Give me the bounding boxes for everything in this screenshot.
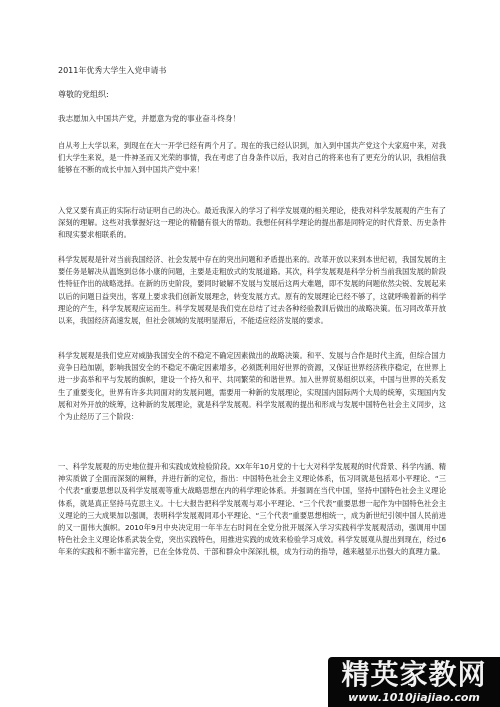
salutation: 尊敬的党组织: <box>58 90 109 99</box>
watermark-logo-text: 精英家教网 <box>341 658 487 691</box>
paragraph: 一、科学发展观的历史地位提升和实践成效检验阶段。XX年年10月党的十七大对科学发展观的时代背景、科学内涵、精神实质做了全面而深刻的阐释，并进行新的定位，指出：中国特色社会主义理论体系，伍习同就是包括邓小平理论、“三个代表”重要思想以及科学发展观等重大战略思想在内的科学理论体系。并强调在当代中国，坚持中国特色社会主义理论体系，就是真正坚持马克思主义。十七大报告把科学发展观与邓小平理论、“三个代表”重要思想一起作为中国特色社会主义理论的三大成果加以强调，表明科学发展观同邓小平理论、“三个代表”重要思想相统一，成为新世纪引领中国人民前进的又一面伟大旗帜。2010年9月中央决定用一年半左右时间在全党分批开展深入学习实践科学发展观活动，强调用中国特色社会主义理论体系武装全党，突出实践特色，用推进实践的成效来检验学习成效。科学发展观从提出到现在，经过6年来的实践和不断丰富完善，已在全体党员、干部和群众中深深扎根，成为行动的指导，越来越显示出强大的真理力量。 <box>58 462 446 557</box>
watermark-url: www.1010jiajiao.com <box>348 691 480 704</box>
document-title: 2011年优秀大学生入党申请书 <box>58 66 167 75</box>
watermark-logo <box>328 657 500 707</box>
paragraph: 自从考上大学以来，到现在在大一开学已经有两个月了。现在的我已经认识到，加入到中国共产党这个大家庭中来，对我们大学生来说，是一件神圣而又光荣的事情，我在考虑了自身条件以后，我对自己的将来也有了更充分的认识，我相信我能够在不断的成长中加入到中国共产党中来！ <box>58 141 446 175</box>
paragraph: 入党又要有真正的实际行动证明自己的决心。最近我深入的学习了科学发展观的相关理论，使我对科学发展观的产生有了深刻的理解。这些对我掌握好这一理论的精髓有很大的帮助。我想任何科学理论的提出都是同特定的时代背景、历史条件和现实要求相联系的。 <box>58 206 446 240</box>
paragraph: 我志愿加入中国共产党，并愿意为党的事业奋斗终身！ <box>58 114 241 123</box>
paragraph: 科学发展观是我们党应对威胁我国安全的不稳定不确定因素做出的战略决策。和平、发展与合作是时代主流，但综合国力竞争日趋加剧，影响我国安全的不稳定不确定因素增多，必须既利用好世界的资源，又保证世界经济秩序稳定，在世界上进一步高举和平与发展的旗帜，建设一个持久和平、共同繁荣的和谐世界。加入世界贸易组织以来，中国与世界的关系发生了重要变化，世界有许多共同面对的发展问题，需要用一种新的发展理论，实现国内国际两个大局的统筹，实现国内发展和对外开放的统筹，这种新的发展理论，就是科学发展观。科学发展观的提出和形成与发展中国特色社会主义同步，这个为止经历了三个阶段： <box>58 351 446 422</box>
paragraph: 科学发展观是针对当前我国经济、社会发展中存在的突出问题和矛盾提出来的。改革开放以来到本世纪初，我国发展的主要任务是解决从温饱到总体小康的问题，主要是走粗放式的发展道路。其次，科学发展观是科学分析当前我国发展的阶段性特征作出的战略选择。在新的历史阶段，要同时破解不发展与发展后这两大难题，即不发展的问题依然尖锐、发展起来以后的问题日益突出，客观上要求我们创新发展理念，转变发展方式。原有的发展理论已经不够了，这就呼唤着新的科学理论的产生，科学发展观应运而生。科学发展观是我们党在总结了过去各种经验教训后做出的战略决策。伍习同改革开放以来，我国经济高速发展，但社会领域的发展明显滞后，不能适应经济发展的要求。 <box>58 255 446 326</box>
